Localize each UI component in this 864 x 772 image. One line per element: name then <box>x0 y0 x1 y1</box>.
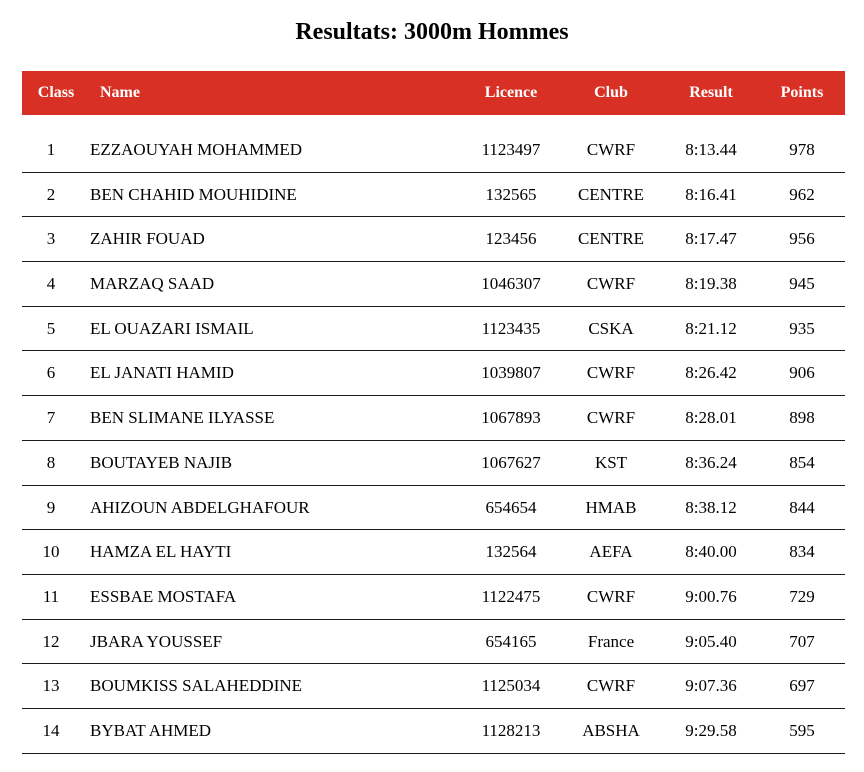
cell-name: BEN CHAHID MOUHIDINE <box>90 184 297 204</box>
cell-licence: 1128213 <box>481 720 541 740</box>
cell-points: 844 <box>789 497 815 517</box>
cell-class: 5 <box>46 318 56 338</box>
cell-result: 8:26.42 <box>685 363 737 383</box>
cell-result: 8:40.00 <box>685 542 737 562</box>
cell-class: 10 <box>42 542 60 562</box>
cell-points: 962 <box>789 184 815 204</box>
cell-result: 8:36.24 <box>685 452 737 472</box>
cell-club: CENTRE <box>577 229 645 249</box>
cell-club: AEFA <box>589 542 633 562</box>
cell-points: 834 <box>789 542 815 562</box>
cell-name: BOUMKISS SALAHEDDINE <box>90 676 303 696</box>
table-row <box>22 173 845 218</box>
cell-club: CWRF <box>586 140 636 159</box>
cell-points: 729 <box>789 586 815 606</box>
cell-licence: 132565 <box>485 184 537 204</box>
cell-club: CENTRE <box>577 184 645 204</box>
cell-result: 8:17.47 <box>685 229 737 249</box>
header-result: Result <box>689 84 733 101</box>
cell-licence: 654165 <box>485 631 537 651</box>
cell-result: 9:00.76 <box>685 586 737 606</box>
cell-points: 707 <box>789 631 815 651</box>
cell-licence: 1039807 <box>481 363 541 383</box>
cell-result: 8:13.44 <box>685 140 737 159</box>
page-title: Resultats: 3000m Hommes <box>295 19 569 45</box>
table-row <box>22 128 845 173</box>
cell-club: HMAB <box>585 497 637 517</box>
cell-name: BEN SLIMANE ILYASSE <box>90 408 275 428</box>
cell-points: 906 <box>789 363 815 383</box>
cell-result: 9:29.58 <box>685 720 737 740</box>
cell-club: CWRF <box>586 586 636 606</box>
cell-points: 697 <box>789 676 815 696</box>
cell-club: CSKA <box>588 318 634 338</box>
cell-licence: 1125034 <box>481 676 541 696</box>
table-row <box>22 709 845 754</box>
cell-name: AHIZOUN ABDELGHAFOUR <box>90 497 310 517</box>
cell-points: 935 <box>789 318 815 338</box>
cell-class: 14 <box>42 720 60 740</box>
cell-class: 1 <box>46 140 56 159</box>
cell-class: 2 <box>46 184 56 204</box>
header-class: Class <box>37 84 75 101</box>
cell-class: 7 <box>46 408 56 428</box>
cell-licence: 1046307 <box>481 274 541 294</box>
cell-club: KST <box>594 452 628 472</box>
cell-name: ZAHIR FOUAD <box>90 229 205 249</box>
cell-name: BOUTAYEB NAJIB <box>90 452 233 472</box>
cell-points: 595 <box>789 720 815 740</box>
cell-points: 978 <box>789 140 815 159</box>
header-name: Name <box>100 84 140 101</box>
cell-class: 8 <box>46 452 56 472</box>
cell-points: 898 <box>789 408 815 428</box>
cell-result: 8:21.12 <box>685 318 737 338</box>
cell-result: 8:19.38 <box>685 274 737 294</box>
table-row <box>22 486 845 531</box>
cell-result: 8:28.01 <box>685 408 737 428</box>
cell-name: JBARA YOUSSEF <box>90 631 223 651</box>
cell-result: 9:07.36 <box>685 676 737 696</box>
table-row <box>22 530 845 575</box>
cell-result: 8:38.12 <box>685 497 737 517</box>
cell-class: 11 <box>42 586 60 606</box>
table-row <box>22 307 845 352</box>
cell-licence: 1123497 <box>481 140 541 159</box>
header-points: Points <box>780 84 824 101</box>
table-row <box>22 575 845 620</box>
table-row <box>22 217 845 262</box>
cell-name: ESSBAE MOSTAFA <box>90 586 237 606</box>
cell-class: 4 <box>46 274 56 294</box>
cell-name: EL OUAZARI ISMAIL <box>90 318 254 338</box>
header-club: Club <box>594 84 628 101</box>
cell-licence: 1067627 <box>481 452 541 472</box>
cell-licence: 1122475 <box>481 586 541 606</box>
cell-licence: 123456 <box>485 229 537 249</box>
cell-class: 12 <box>42 631 60 651</box>
cell-club: CWRF <box>586 408 636 428</box>
table-row <box>22 620 845 665</box>
cell-club: CWRF <box>586 676 636 696</box>
cell-points: 854 <box>789 452 815 472</box>
cell-name: HAMZA EL HAYTI <box>90 542 232 562</box>
cell-licence: 1067893 <box>481 408 541 428</box>
cell-club: CWRF <box>586 274 636 294</box>
cell-licence: 1123435 <box>481 318 541 338</box>
cell-result: 8:16.41 <box>685 184 737 204</box>
cell-points: 945 <box>789 274 815 294</box>
cell-club: ABSHA <box>582 720 640 740</box>
cell-class: 6 <box>46 363 56 383</box>
cell-club: France <box>587 631 635 651</box>
table-row <box>22 664 845 709</box>
table-row <box>22 396 845 441</box>
cell-class: 9 <box>46 497 56 517</box>
table-row <box>22 351 845 396</box>
cell-name: EL JANATI HAMID <box>90 363 234 383</box>
cell-licence: 654654 <box>485 497 537 517</box>
cell-licence: 132564 <box>485 542 537 562</box>
table-header <box>22 71 845 115</box>
results-table-body <box>22 128 845 754</box>
cell-club: CWRF <box>586 363 636 383</box>
header-licence: Licence <box>484 84 538 101</box>
cell-name: EZZAOUYAH MOHAMMED <box>90 140 303 159</box>
cell-class: 13 <box>42 676 60 696</box>
cell-name: MARZAQ SAAD <box>90 274 215 294</box>
cell-points: 956 <box>789 229 815 249</box>
cell-class: 3 <box>46 229 56 249</box>
cell-result: 9:05.40 <box>685 631 737 651</box>
cell-name: BYBAT AHMED <box>90 720 212 740</box>
table-row <box>22 262 845 307</box>
table-row <box>22 441 845 486</box>
